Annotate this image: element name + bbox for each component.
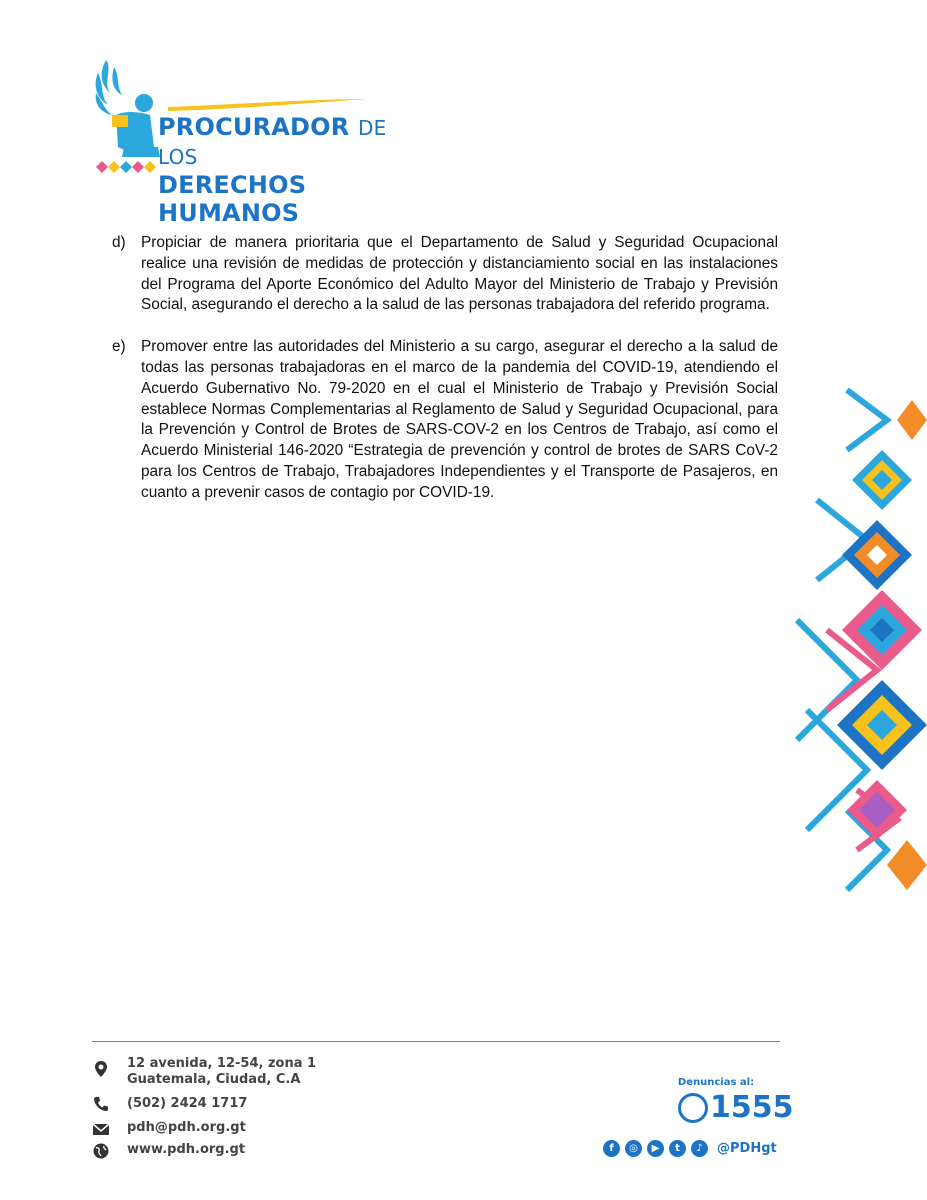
textile-pattern-decoration (787, 380, 927, 920)
pdh-logo (88, 55, 388, 227)
tiktok-icon[interactable]: ♪ (691, 1140, 708, 1157)
website-link[interactable]: www.pdh.org.gt (127, 1142, 246, 1157)
social-links (603, 1140, 777, 1157)
list-item (112, 337, 778, 503)
address-line2: Guatemala, Ciudad, C.A (127, 1072, 301, 1087)
mail-icon (92, 1120, 110, 1138)
globe-icon (92, 1142, 110, 1160)
list-marker: d) (112, 234, 126, 251)
recommendations-list (112, 233, 778, 525)
list-item-text: Propiciar de manera prioritaria que el Departamento de Salud y Seguridad Ocupacional realice una revisión de medidas de protección y distanciamiento social en las instalaciones del Programa del Aporte Económico del Adulto Mayor del Ministerio de Trabajo y Previsión Social, asegurando el derecho a la salud de las personas trabajadora del referido programa. (141, 234, 778, 314)
logo-line1-small: DE LOS (158, 116, 387, 169)
hotline-phone-icon (678, 1093, 708, 1123)
phone-number: (502) 2424 1717 (127, 1096, 248, 1111)
logo-wordmark (158, 113, 388, 227)
footer-divider (92, 1041, 780, 1042)
logo-line1: PROCURADOR (158, 113, 350, 141)
hotline (678, 1090, 794, 1125)
list-item (112, 233, 778, 316)
email-link[interactable]: pdh@pdh.org.gt (127, 1120, 246, 1135)
list-marker: e) (112, 338, 126, 356)
phone-icon (92, 1095, 110, 1113)
hotline-number: 1555 (710, 1090, 794, 1125)
map-pin-icon (92, 1060, 110, 1078)
youtube-icon[interactable]: ▶ (647, 1140, 664, 1157)
list-item-text: Promover entre las autoridades del Ministerio a su cargo, asegurar el derecho a la salud de todas las personas trabajadoras en el marco de la pandemia del COVID-19, atendiendo el Acuerdo Gubernativo No. 79-2020 en el cual el Ministerio de Trabajo y Previsión Social establece Normas Complementarias al Reglamento de Salud y Seguridad Ocupacional, para la Prevención y Control de Brotes de SARS-COV-2 en los Centros de Trabajo, así como el Acuerdo Ministerial 146-2020 “Estrategia de prevención y control de brotes de SARS CoV-2 para los Centros de Trabajo, Trabajadores Independientes y el Transporte de Pasajeros, en cuanto a prevenir casos de contagio por COVID-19. (141, 338, 778, 501)
social-handle[interactable]: @PDHgt (717, 1141, 777, 1156)
address-line1: 12 avenida, 12-54, zona 1 (127, 1056, 317, 1071)
twitter-icon[interactable]: t (669, 1140, 686, 1157)
denuncias-label: Denuncias al: (677, 1077, 755, 1088)
facebook-icon[interactable]: f (603, 1140, 620, 1157)
instagram-icon[interactable]: ◎ (625, 1140, 642, 1157)
logo-line2: DERECHOS HUMANOS (158, 171, 307, 227)
